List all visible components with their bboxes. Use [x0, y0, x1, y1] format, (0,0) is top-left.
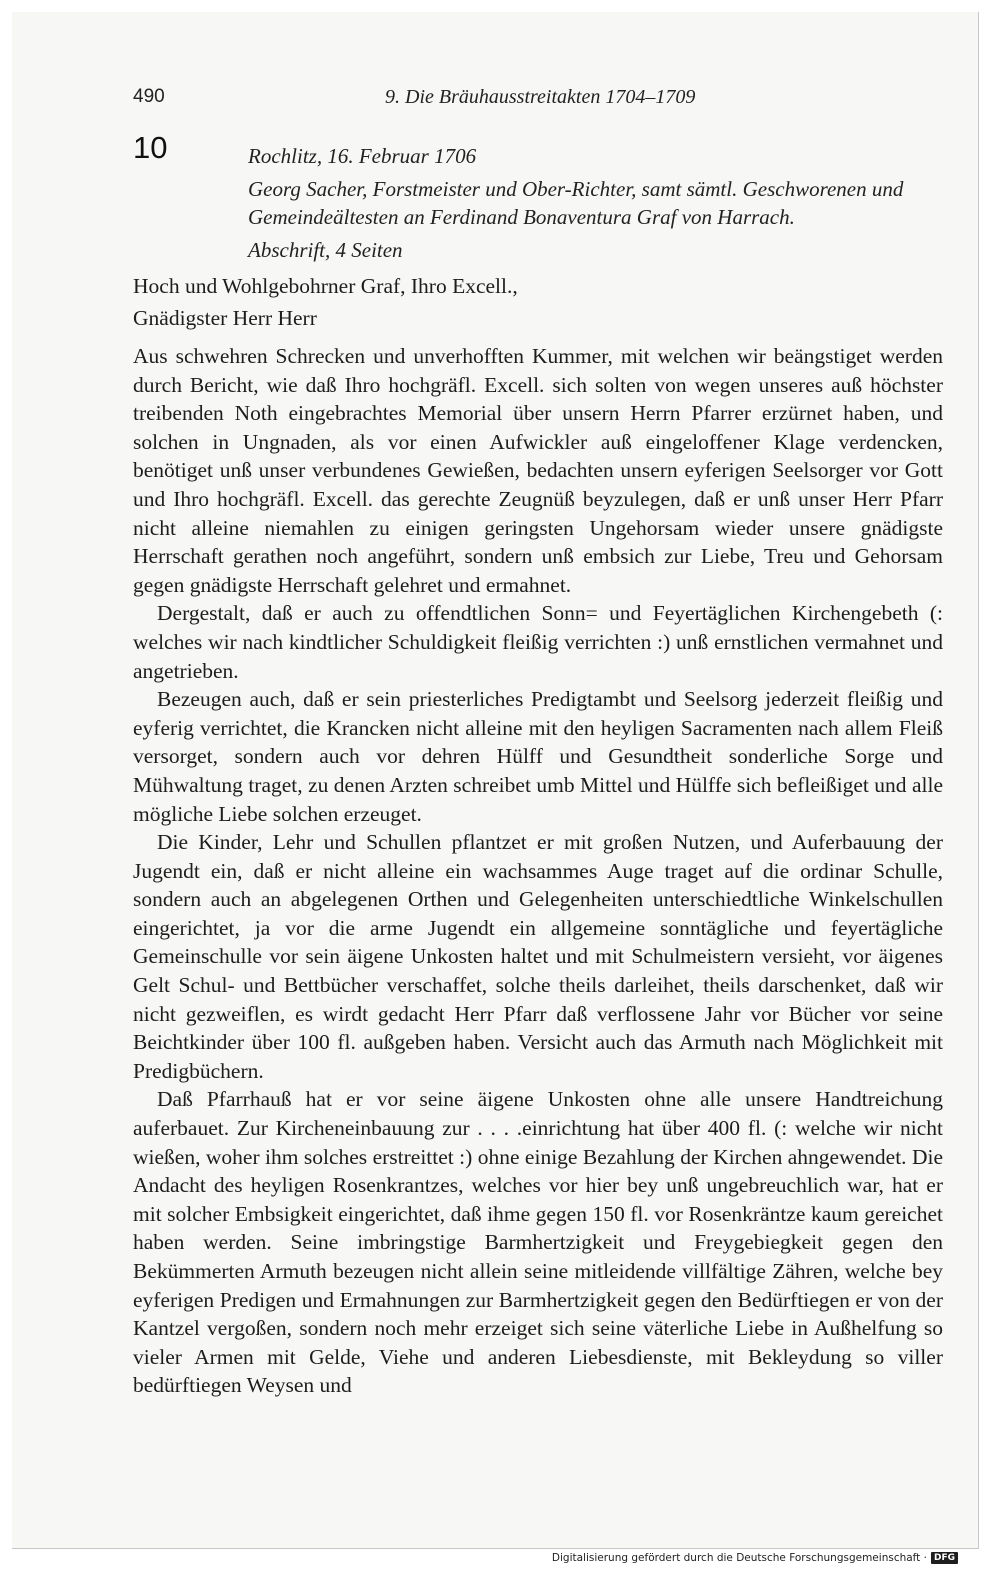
paragraph: Aus schwehren Schrecken und unverhofften Kummer, mit welchen wir beängstiget werden durch Bericht, wie daß Ihro hochgräfl. Excell. sich solten von wegen unseres auß höchster treibenden Noth eingebrachtes Memorial über unsern Herrn Pfarrer erzürnet haben, und solchen in Ungnaden, als vor einen Aufwickler auß eingeloffener Klage verdencken, benötiget unß unser verbundenes Gewießen, bedachten unsern eyferigen Seelsorger vor Gott und Ihro hochgräfl. Excell. das gerechte Zeugnüß beyzulegen, daß er unß unser Herr Pfarr nicht alleine niemahlen zu einigen geringsten Ungehorsam wieder unsere gnädigste Herrschaft gerathen noch angeführt, sondern unß embsich zur Liebe, Treu und Gehorsam gegen gnädigste Herrschaft gelehret und ermahnet. [133, 344, 943, 597]
letter-body [133, 342, 943, 1400]
document-form: Abschrift, 4 Seiten [248, 238, 403, 262]
senders: Georg Sacher, Forstmeister und Ober-Richter, samt sämtl. Geschworenen und Gemeindeältesten an Ferdinand Bonaventura Graf von Harrach. [248, 177, 904, 229]
running-title: 9. Die Bräuhausstreitakten 1704–1709 [385, 86, 696, 108]
paragraph: Die Kinder, Lehr und Schullen pflantzet er mit großen Nutzen, und Auferbauung der Jugendt ein, daß er nicht alleine ein wachsammes Auge traget auf die ordinar Schulle, sondern auch an abgelegenen Orthen und Gelegenheiten unterschiedtliche Winkelschullen eingerichtet, ja vor die arme Jugendt ein allgemeine sonntägliche und feyertägliche Gemeinschulle vor sein äigene Unkosten haltet und mit Schulmeistern versieht, vor äigenes Gelt Schul- und Bettbücher verschaffet, solche theils darleihet, theils darschenket, daß wir nicht gezweiflen, es wirdt gedacht Herr Pfarr daß verflossene Jahr vor Bücher vor seine Beichtkinder über 100 fl. außgeben haben. Versicht auch das Armuth nach Möglichkeit mit Predigbüchern. [133, 830, 943, 1083]
salutation-line-2: Gnädigster Herr Herr [133, 306, 317, 330]
digitization-credit [552, 1552, 958, 1564]
place-date: Rochlitz, 16. Februar 1706 [248, 144, 477, 168]
paragraph: Dergestalt, daß er auch zu offendtlichen Sonn= und Feyertäglichen Kirchengebeth (: welches wir nach kindtlicher Schuldigkeit fleißig verrichten :) unß ernstlichen vermahnet und angetrieben. [133, 601, 943, 683]
page-number: 490 [133, 86, 165, 107]
credit-text: Digitalisierung gefördert durch die Deutsche Forschungsgemeinschaft · [551, 1552, 927, 1564]
salutation-line-1: Hoch und Wohlgebohrner Graf, Ihro Excell., [133, 274, 518, 298]
document-number: 10 [133, 130, 168, 165]
paragraph: Bezeugen auch, daß er sein priesterliches Predigtambt und Seelsorg jederzeit fleißig und eyferig verrichtet, die Krancken nicht alleine mit den heyligen Sacramenten nach allem Fleiß versorget, sondern auch vor dehren Hülff und Gesundtheit sonderliche Sorge und Mühwaltung traget, zu denen Arzten schreibet umb Mittel und Hülffe sich befleißiget und alle mögliche Liebe solchen erzeuget. [133, 687, 943, 826]
dfg-logo: DFG [931, 1552, 958, 1564]
paragraph: Daß Pfarrhauß hat er vor seine äigene Unkosten ohne alle unsere Handtreichung auferbauet. Zur Kircheneinbauung zur . . . .einrichtung hat über 400 fl. (: welche wir nicht wießen, woher ihm solches erstreittet :) ohne einige Bezahlung der Kirchen ahngewendet. Die Andacht des heyligen Rosenkrantzes, welches vor hier bey unß ungebreuchlich war, hat er mit solcher Embsigkeit eingerichtet, daß ihme gegen 150 fl. vor Rosenkräntze kaum gereichet haben werden. Seine imbringstige Barmhertzigkeit und Freygebiegkeit gegen den Bekümmerten Armuth bezeugen nicht allein seine mitleidende villfältige Zähren, welche bey eyferigen Predigen und Ermahnungen zur Barmhertzigkeit gegen den Bedürftiegen er von der Kantzel vergoßen, sondern noch mehr erzeiget sich seine väterliche Liebe in Außhelfung so vieler Armen mit Gelde, Viehe und anderen Liebesdienste, mit Bekleydung so viller bedürftiegen Weysen und [133, 1087, 943, 1398]
